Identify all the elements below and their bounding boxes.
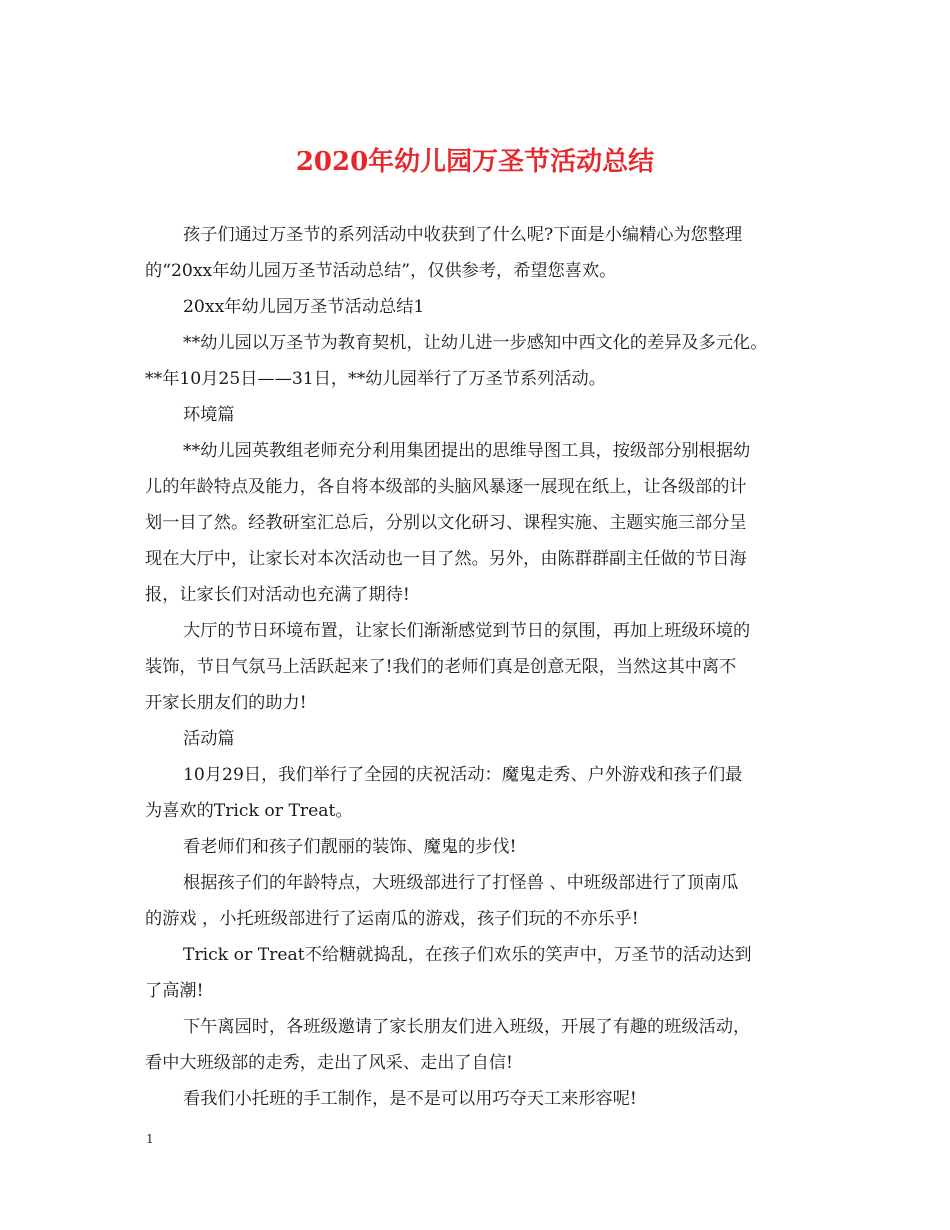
paragraph-line: **年10月25日——31日，**幼儿园举行了万圣节系列活动。: [145, 369, 606, 389]
body-paragraph: [145, 757, 817, 829]
paragraph-line: **幼儿园英教组老师充分利用集团提出的思维导图工具，按级部分别根据幼: [183, 441, 751, 461]
document-body: [145, 217, 817, 1117]
body-paragraph: [145, 829, 817, 865]
paragraph-line: 20xx年幼儿园万圣节活动总结1: [183, 297, 425, 317]
paragraph-line: **幼儿园以万圣节为教育契机，让幼儿进一步感知中西文化的差异及多元化。: [183, 333, 768, 353]
paragraph-line: 看我们小托班的手工制作，是不是可以用巧夺天工来形容呢!: [183, 1089, 637, 1109]
paragraph-line: 环境篇: [183, 405, 235, 425]
body-paragraph: [145, 613, 817, 721]
page-title: 2020年幼儿园万圣节活动总结: [295, 147, 655, 177]
paragraph-line: 活动篇: [183, 729, 235, 749]
paragraph-line: 看中大班级部的走秀，走出了风采、走出了自信!: [145, 1053, 513, 1073]
paragraph-line: Trick or Treat不给糖就捣乱，在孩子们欢乐的笑声中，万圣节的活动达到: [183, 945, 752, 965]
body-paragraph: [145, 937, 817, 1009]
paragraph-line: 了高潮!: [145, 981, 204, 1001]
paragraph-line: 大厅的节日环境布置，让家长们渐渐感觉到节日的氛围，再加上班级环境的: [183, 621, 751, 641]
paragraph-line: 孩子们通过万圣节的系列活动中收获到了什么呢?下面是小编精心为您整理: [183, 225, 743, 245]
body-paragraph: [145, 1081, 817, 1117]
paragraph-line: 10月29日，我们举行了全园的庆祝活动：魔鬼走秀、户外游戏和孩子们最: [183, 765, 743, 785]
paragraph-line: 划一目了然。经教研室汇总后，分别以文化研习、课程实施、主题实施三部分呈: [145, 513, 747, 533]
paragraph-line: 的“20xx年幼儿园万圣节活动总结”，仅供参考，希望您喜欢。: [145, 261, 617, 281]
body-paragraph: [145, 289, 817, 325]
paragraph-line: 现在大厅中，让家长对本次活动也一目了然。另外，由陈群群副主任做的节日海: [145, 549, 747, 569]
paragraph-line: 根据孩子们的年龄特点，大班级部进行了打怪兽 、中班级部进行了顶南瓜: [183, 873, 739, 893]
paragraph-line: 下午离园时，各班级邀请了家长朋友们进入班级，开展了有趣的班级活动，: [183, 1017, 751, 1037]
body-paragraph: [145, 721, 817, 757]
paragraph-line: 开家长朋友们的助力!: [145, 693, 307, 713]
body-paragraph: [145, 1009, 817, 1081]
paragraph-line: 的游戏 ，小托班级部进行了运南瓜的游戏，孩子们玩的不亦乐乎!: [145, 909, 639, 929]
body-paragraph: [145, 433, 817, 613]
paragraph-line: 看老师们和孩子们靓丽的装饰、魔鬼的步伐!: [183, 837, 517, 857]
paragraph-line: 装饰，节日气氛马上活跃起来了!我们的老师们真是创意无限，当然这其中离不: [145, 657, 737, 677]
page-number: 1: [146, 1132, 154, 1146]
body-paragraph: [145, 397, 817, 433]
paragraph-line: 报，让家长们对活动也充满了期待!: [145, 585, 410, 605]
paragraph-line: 为喜欢的Trick or Treat。: [145, 801, 353, 821]
body-paragraph: [145, 325, 817, 397]
paragraph-line: 儿的年龄特点及能力，各自将本级部的头脑风暴逐一展现在纸上，让各级部的计: [145, 477, 747, 497]
body-paragraph: [145, 865, 817, 937]
body-paragraph: [145, 217, 817, 289]
